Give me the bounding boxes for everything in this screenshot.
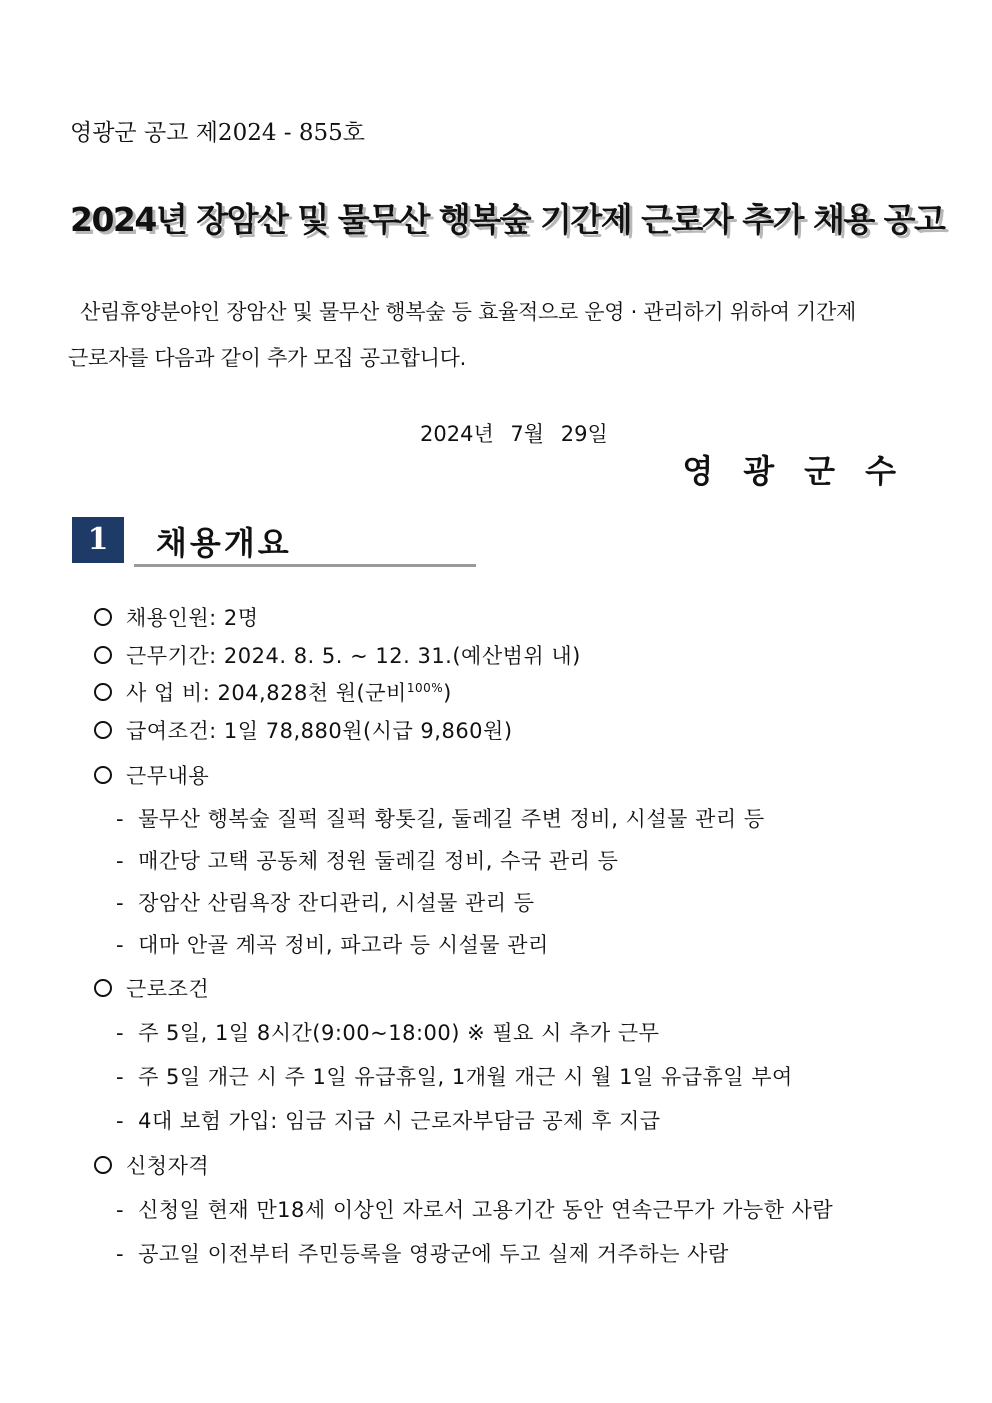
notice-number: 영광군 공고 제2024 - 855호: [70, 120, 365, 146]
duty-item: - 매간당 고택 공동체 정원 둘레길 정비, 수국 관리 등: [116, 849, 619, 873]
intro-line-1: 산림휴양분야인 장암산 및 물무산 행복숲 등 효율적으로 운영 · 관리하기 위하여 기간제: [80, 300, 857, 324]
condition-item: - 주 5일, 1일 8시간(9:00~18:00) ※ 필요 시 추가 근무: [116, 1021, 660, 1045]
duty-item: - 장암산 산림욕장 잔디관리, 시설물 관리 등: [116, 891, 535, 915]
duty-item: - 물무산 행복숲 질퍽 질퍽 황톳길, 둘레길 주변 정비, 시설물 관리 등: [116, 807, 765, 831]
conditions-heading: 근로조건: [94, 973, 209, 1003]
circle-bullet-icon: [94, 683, 112, 701]
circle-bullet-icon: [94, 979, 112, 997]
list-item-period: 근무기간: 2024. 8. 5. ~ 12. 31.(예산범위 내): [94, 640, 581, 670]
section-title: 채용개요: [156, 524, 292, 562]
budget-superscript: 100%: [406, 681, 444, 695]
circle-bullet-icon: [94, 766, 112, 784]
eligibility-item: - 공고일 이전부터 주민등록을 영광군에 두고 실제 거주하는 사람: [116, 1242, 729, 1266]
condition-item: - 4대 보험 가입: 임금 지급 시 근로자부담금 공제 후 지급: [116, 1109, 661, 1133]
eligibility-item: - 신청일 현재 만18세 이상인 자로서 고용기간 동안 연속근무가 가능한 사람: [116, 1198, 834, 1222]
intro-line-2: 근로자를 다음과 같이 추가 모집 공고합니다.: [68, 346, 466, 370]
duties-heading: 근무내용: [94, 760, 209, 790]
document-title: 2024년 장암산 및 물무산 행복숲 기간제 근로자 추가 채용 공고: [70, 200, 945, 239]
circle-bullet-icon: [94, 608, 112, 626]
condition-item: - 주 5일 개근 시 주 1일 유급휴일, 1개월 개근 시 월 1일 유급휴일 부여: [116, 1065, 793, 1089]
circle-bullet-icon: [94, 1156, 112, 1174]
section-number-badge: 1: [72, 517, 124, 563]
circle-bullet-icon: [94, 721, 112, 739]
eligibility-heading: 신청자격: [94, 1150, 209, 1180]
announcement-date: 2024년 7월 29일: [420, 422, 608, 446]
circle-bullet-icon: [94, 646, 112, 664]
section-underline: [134, 564, 476, 567]
duty-item: - 대마 안골 계곡 정비, 파고라 등 시설물 관리: [116, 933, 549, 957]
issuer: 영광군수: [682, 452, 926, 490]
list-item-headcount: 채용인원: 2명: [94, 602, 259, 632]
list-item-pay: 급여조건: 1일 78,880원(시급 9,860원): [94, 715, 513, 745]
list-item-budget: 사 업 비: 204,828천 원(군비$^{100\%}$): [94, 677, 452, 707]
